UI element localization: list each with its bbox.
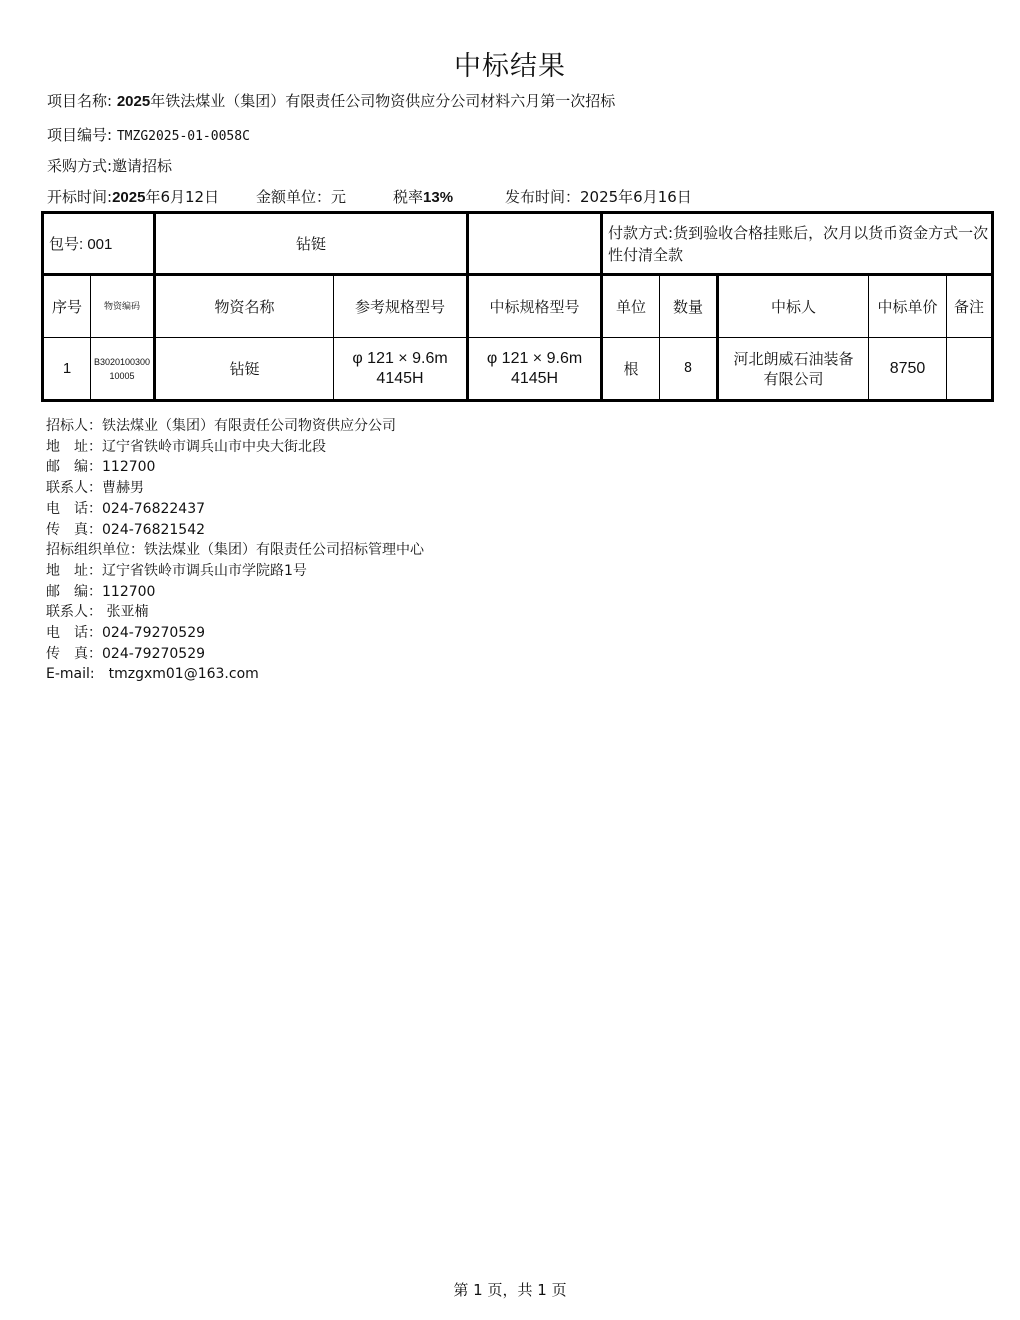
package-blank [468, 213, 602, 275]
header-seq: 序号 [43, 275, 91, 338]
project-code: TMZG2025-01-0058C [116, 129, 250, 144]
agency-address: 地 址：辽宁省铁岭市调兵山市学院路1号 [46, 562, 307, 579]
project-code-line [47, 124, 250, 145]
project-code-label: 项目编号: [47, 126, 113, 144]
header-unit: 单位 [602, 275, 660, 338]
package-name: 钻铤 [155, 213, 468, 275]
open-time-label: 开标时间: [47, 188, 113, 206]
publish-time: 发布时间：2025年6月16日 [505, 188, 692, 206]
agency-postcode: 邮 编：112700 [46, 583, 156, 600]
tenderer: 招标人：铁法煤业（集团）有限责任公司物资供应分公司 [46, 418, 396, 434]
table-row [43, 338, 993, 401]
award-table [41, 211, 994, 402]
cell-winner: 河北朗威石油装备有限公司 [718, 338, 869, 401]
purchase-method: 采购方式:邀请招标 [47, 157, 173, 175]
project-name-line [47, 90, 615, 111]
tenderer-address: 地 址：辽宁省铁岭市调兵山市中央大街北段 [46, 438, 326, 455]
cell-name: 钻铤 [155, 338, 334, 401]
cell-win-spec: φ 121 × 9.6m 4145H [468, 338, 602, 401]
tax-rate-value: 13% [423, 189, 454, 206]
header-ref-spec: 参考规格型号 [334, 275, 468, 338]
project-name-text: 年铁法煤业（集团）有限责任公司物资供应分公司材料六月第一次招标 [150, 92, 616, 110]
cell-unit: 根 [602, 338, 660, 401]
cell-code: B302010030010005 [91, 338, 155, 401]
tax-rate-label: 税率 [393, 188, 424, 206]
cell-seq: 1 [43, 338, 91, 401]
tax-rate [393, 186, 453, 207]
agency-phone: 电 话：024-79270529 [46, 625, 206, 642]
cell-price: 8750 [869, 338, 947, 401]
payment-terms: 付款方式:货到验收合格挂账后，次月以货币资金方式一次性付清全款 [602, 213, 993, 275]
package-number: 包号: 001 [43, 213, 155, 275]
open-time-date: 年6月12日 [145, 188, 220, 206]
cell-remark [947, 338, 993, 401]
open-time [47, 186, 219, 207]
header-name: 物资名称 [155, 275, 334, 338]
page-title: 中标结果 [454, 51, 566, 82]
agency: 招标组织单位：铁法煤业（集团）有限责任公司招标管理中心 [46, 542, 424, 559]
tenderer-phone: 电 话：024-76822437 [46, 500, 206, 517]
tenderer-contact: 联系人：曹赫男 [46, 480, 144, 497]
agency-contact: 联系人： 张亚楠 [46, 604, 149, 621]
header-remark: 备注 [947, 275, 993, 338]
tenderer-postcode: 邮 编：112700 [46, 459, 156, 476]
contact-info [46, 416, 424, 685]
header-qty: 数量 [660, 275, 718, 338]
header-row [43, 275, 993, 338]
page-number: 第 1 页，共 1 页 [453, 1281, 567, 1299]
cell-ref-spec: φ 121 × 9.6m 4145H [334, 338, 468, 401]
tenderer-fax: 传 真：024-76821542 [46, 521, 206, 538]
project-name-label: 项目名称: [47, 92, 113, 110]
header-win-spec: 中标规格型号 [468, 275, 602, 338]
header-code: 物资编码 [91, 275, 155, 338]
header-winner: 中标人 [718, 275, 869, 338]
amount-unit: 金额单位：元 [256, 188, 347, 206]
agency-fax: 传 真：024-79270529 [46, 645, 206, 662]
project-name-year: 2025 [116, 93, 151, 110]
package-row [43, 213, 993, 275]
open-time-year: 2025 [112, 189, 146, 206]
cell-qty: 8 [660, 338, 718, 401]
header-price: 中标单价 [869, 275, 947, 338]
email: E-mail: tmzgxm01@163.com [46, 666, 259, 683]
